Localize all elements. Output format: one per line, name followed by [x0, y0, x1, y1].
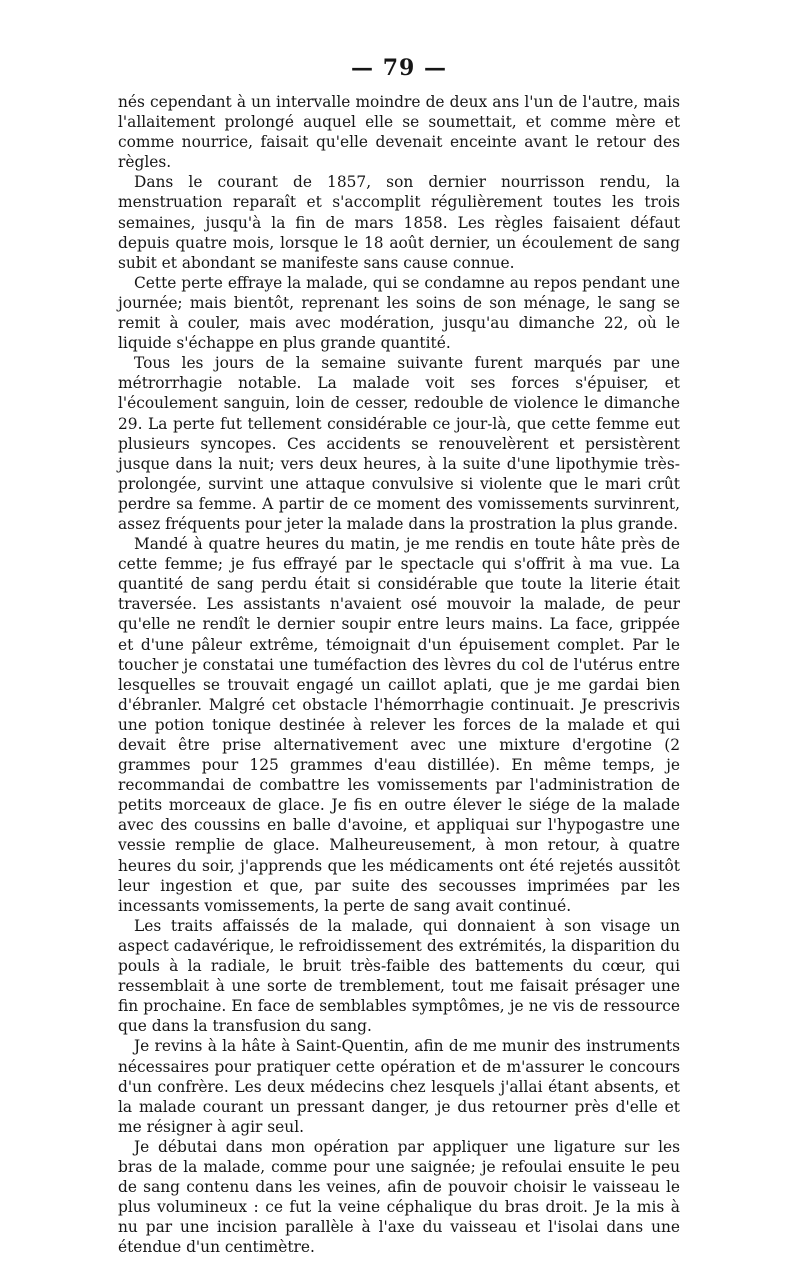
page-number: — 79 — [351, 55, 447, 81]
paragraph-5: Mandé à quatre heures du matin, je me rendis en toute hâte près de cette femme; je fus effrayé par le spectacle qui s'offrit à ma vue. La quantité de sang perdu était si considérable que toute la literie était traversée. Les assistants n'avaient osé mouvoir la malade, de peur qu'elle ne rendît le dernier soupir entre leurs mains. La face, grippée et d'une pâleur extrême, témoignait d'un épuisement complet. Par le toucher je constatai une tuméfaction des lèvres du col de l'utérus entre lesquelles se trouvait engagé un caillot aplati, que je me gardai bien d'ébranler. Malgré cet obstacle l'hémorrhagie continuait. Je prescrivis une potion tonique destinée à relever les forces de la malade et qui devait être prise alternativement avec une mixture d'ergotine (2 grammes pour 125 grammes d'eau distillée). En même temps, je recommandai de combattre les vomissements par l'administration de petits morceaux de glace. Je fis en outre élever le siége de la malade avec des coussins en balle d'avoine, et appliquai sur l'hypogastre une vessie remplie de glace. Malheureusement, à mon retour, à quatre heures du soir, j'apprends que les médicaments ont été rejetés aussitôt leur ingestion et que, par suite des secousses imprimées par les incessants vomissements, la perte de sang avait continué. [118, 535, 680, 915]
paragraph-6: Les traits affaissés de la malade, qui donnaient à son visage un aspect cadavérique, le refroidissement des extrémités, la disparition du pouls à la radiale, le bruit très-faible des battements du cœur, qui ressemblait à une sorte de tremblement, tout me faisait présager une fin prochaine. En face de semblables symptômes, je ne vis de ressource que dans la transfusion du sang. [118, 916, 680, 1036]
paragraph-3: Cette perte effraye la malade, qui se condamne au repos pendant une journée; mais bientôt, reprenant les soins de son ménage, le sang se remit à couler, mais avec modération, jusqu'au dimanche 22, où le liquide s'échappe en plus grande quantité. [118, 273, 680, 353]
paragraph-4: Tous les jours de la semaine suivante furent marqués par une métrorrhagie notable. La malade voit ses forces s'épuiser, et l'écoulement sanguin, loin de cesser, redouble de violence le dimanche 29. La perte fut tellement considérable ce jour-là, que cette femme eut plusieurs syncopes. Ces accidents se renouvelèrent et persistèrent jusque dans la nuit; vers deux heures, à la suite d'une lipothymie très-prolongée, survint une attaque convulsive si violente que le mari crût perdre sa femme. A partir de ce moment des vomissements survinrent, assez fréquents pour jeter la malade dans la prostration la plus grande. [118, 354, 680, 533]
paragraph-8: Je débutai dans mon opération par appliquer une ligature sur les bras de la malade, comme pour une saignée; je refoulai ensuite le peu de sang contenu dans les veines, afin de pouvoir choisir le vaisseau le plus volumineux : ce fut la veine céphalique du bras droit. Je la mis à nu par une incision parallèle à l'axe du vaisseau et l'isolai dans une étendue d'un centimètre. [118, 1137, 680, 1257]
book-page [118, 52, 680, 1257]
paragraph-1: nés cependant à un intervalle moindre de deux ans l'un de l'autre, mais l'allaitement prolongé auquel elle se soumettait, et comme mère et comme nourrice, faisait qu'elle devenait enceinte avant le retour des règles. [118, 93, 680, 172]
paragraph-2: Dans le courant de 1857, son dernier nourrisson rendu, la menstruation reparaît et s'accomplit régulièrement toutes les trois semaines, jusqu'à la fin de mars 1858. Les règles faisaient défaut depuis quatre mois, lorsque le 18 août dernier, un écoulement de sang subit et abondant se manifeste sans cause connue. [118, 173, 680, 272]
paragraph-7: Je revins à la hâte à Saint-Quentin, afin de me munir des instruments nécessaires pour pratiquer cette opération et de m'assurer le concours d'un confrère. Les deux médecins chez lesquels j'allai étant absents, et la malade courant un pressant danger, je dus retourner près d'elle et me résigner à agir seul. [118, 1037, 680, 1136]
